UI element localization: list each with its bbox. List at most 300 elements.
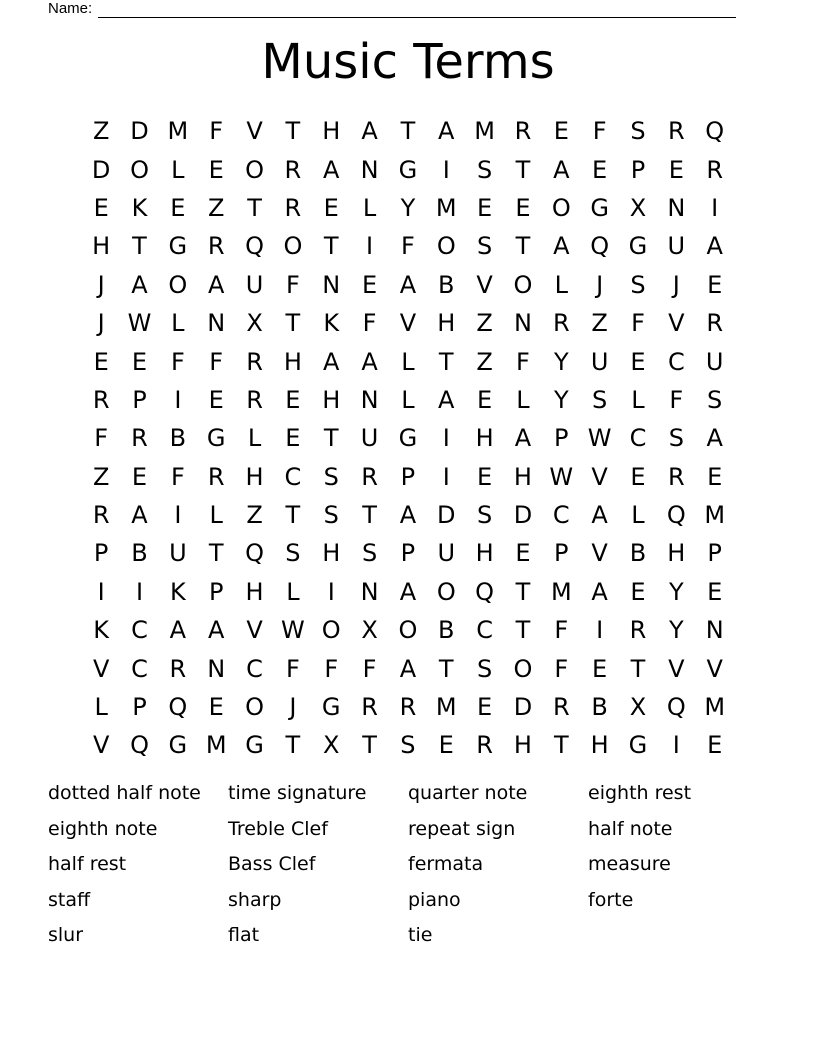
grid-letter[interactable]: E [515, 193, 531, 222]
grid-letter[interactable]: S [361, 539, 378, 568]
grid-letter[interactable]: E [170, 193, 186, 222]
grid-letter[interactable]: I [596, 616, 604, 645]
grid-letter[interactable]: H [245, 462, 264, 491]
grid-letter[interactable]: C [552, 501, 570, 530]
grid-letter[interactable]: G [206, 424, 226, 453]
grid-letter[interactable]: F [285, 654, 300, 683]
grid-letter[interactable]: V [246, 616, 263, 645]
grid-letter[interactable]: A [323, 347, 340, 376]
grid-letter[interactable]: F [94, 424, 109, 453]
grid-letter[interactable]: S [476, 501, 493, 530]
grid-letter[interactable]: T [553, 731, 569, 760]
grid-letter[interactable]: A [169, 616, 187, 645]
grid-letter[interactable]: A [323, 155, 340, 184]
grid-letter[interactable]: Y [668, 616, 684, 645]
grid-letter[interactable]: R [629, 616, 647, 645]
grid-letter[interactable]: Z [246, 501, 263, 530]
grid-letter[interactable]: T [515, 155, 531, 184]
grid-letter[interactable]: B [131, 539, 148, 568]
grid-letter[interactable]: H [322, 117, 341, 146]
grid-letter[interactable]: N [360, 155, 379, 184]
grid-letter[interactable]: A [706, 232, 723, 261]
grid-letter[interactable]: Z [92, 117, 110, 146]
grid-letter[interactable]: I [174, 501, 182, 530]
grid-letter[interactable]: O [398, 616, 418, 645]
grid-letter[interactable]: L [516, 385, 530, 414]
grid-letter[interactable]: Y [400, 193, 416, 222]
grid-letter[interactable]: B [169, 424, 187, 453]
name-field[interactable] [48, 0, 736, 18]
grid-letter[interactable]: I [174, 385, 182, 414]
grid-letter[interactable]: F [554, 616, 569, 645]
grid-letter[interactable]: I [442, 424, 450, 453]
grid-letter[interactable]: C [476, 616, 493, 645]
grid-letter[interactable]: E [208, 693, 224, 722]
grid-letter[interactable]: E [285, 385, 301, 414]
grid-letter[interactable]: V [399, 309, 417, 338]
grid-letter[interactable]: W [587, 424, 612, 453]
grid-letter[interactable]: O [513, 654, 533, 683]
grid-letter[interactable]: T [438, 347, 454, 376]
grid-letter[interactable]: O [245, 155, 264, 184]
grid-letter[interactable]: L [171, 155, 185, 184]
grid-letter[interactable]: R [706, 155, 724, 184]
grid-letter[interactable]: U [437, 539, 456, 568]
grid-letter[interactable]: G [398, 155, 418, 184]
grid-letter[interactable]: H [322, 539, 341, 568]
grid-letter[interactable]: S [476, 654, 493, 683]
grid-letter[interactable]: K [323, 309, 340, 338]
grid-letter[interactable]: L [401, 385, 415, 414]
grid-letter[interactable]: E [477, 462, 493, 491]
grid-letter[interactable]: H [475, 539, 494, 568]
grid-letter[interactable]: S [592, 385, 608, 414]
grid-letter[interactable]: N [360, 577, 379, 606]
grid-letter[interactable]: H [513, 731, 532, 760]
grid-letter[interactable]: D [437, 501, 456, 530]
grid-letter[interactable]: Z [92, 462, 110, 491]
grid-letter[interactable]: Z [207, 193, 225, 222]
grid-letter[interactable]: R [552, 693, 570, 722]
grid-letter[interactable]: R [284, 155, 302, 184]
grid-letter[interactable]: O [283, 232, 303, 261]
grid-letter[interactable]: S [323, 501, 339, 530]
grid-letter[interactable]: T [323, 424, 339, 453]
grid-letter[interactable]: H [437, 309, 456, 338]
grid-letter[interactable]: K [131, 193, 148, 222]
grid-letter[interactable]: E [131, 347, 148, 376]
grid-letter[interactable]: F [592, 117, 607, 146]
grid-letter[interactable]: Q [666, 501, 686, 530]
grid-letter[interactable]: S [630, 117, 646, 146]
grid-letter[interactable]: E [438, 731, 454, 760]
grid-letter[interactable]: T [285, 731, 301, 760]
grid-letter[interactable]: E [93, 347, 109, 376]
grid-letter[interactable]: N [207, 654, 226, 683]
grid-letter[interactable]: R [246, 385, 263, 414]
grid-letter[interactable]: R [514, 117, 532, 146]
grid-letter[interactable]: E [707, 462, 723, 491]
grid-letter[interactable]: E [477, 385, 493, 414]
grid-letter[interactable]: R [246, 347, 263, 376]
grid-letter[interactable]: D [130, 117, 149, 146]
grid-letter[interactable]: C [246, 654, 263, 683]
grid-letter[interactable]: T [515, 577, 531, 606]
grid-letter[interactable]: A [591, 501, 608, 530]
grid-letter[interactable]: X [629, 693, 647, 722]
grid-letter[interactable]: R [706, 309, 724, 338]
grid-letter[interactable]: P [208, 577, 224, 606]
grid-letter[interactable]: F [669, 385, 684, 414]
grid-letter[interactable]: P [132, 693, 147, 722]
grid-letter[interactable]: A [361, 347, 378, 376]
grid-letter[interactable]: L [209, 501, 223, 530]
grid-letter[interactable]: F [362, 654, 377, 683]
grid-letter[interactable]: T [323, 232, 339, 261]
grid-letter[interactable]: M [205, 731, 227, 760]
grid-letter[interactable]: Q [245, 232, 264, 261]
grid-letter[interactable]: E [515, 539, 531, 568]
grid-letter[interactable]: L [554, 270, 568, 299]
grid-letter[interactable]: E [477, 193, 493, 222]
grid-letter[interactable]: S [668, 424, 684, 453]
grid-letter[interactable]: V [246, 117, 263, 146]
grid-letter[interactable]: H [245, 577, 264, 606]
grid-letter[interactable]: S [285, 539, 301, 568]
grid-letter[interactable]: G [628, 232, 648, 261]
grid-letter[interactable]: L [286, 577, 300, 606]
grid-letter[interactable]: P [554, 424, 569, 453]
grid-letter[interactable]: O [436, 232, 456, 261]
grid-letter[interactable]: R [169, 654, 187, 683]
grid-letter[interactable]: Y [668, 577, 684, 606]
grid-letter[interactable]: M [435, 693, 457, 722]
grid-letter[interactable]: H [283, 347, 302, 376]
grid-letter[interactable]: R [667, 117, 685, 146]
grid-letter[interactable]: V [668, 654, 685, 683]
grid-letter[interactable]: U [667, 232, 686, 261]
grid-letter[interactable]: B [629, 539, 647, 568]
grid-letter[interactable]: I [366, 232, 374, 261]
grid-letter[interactable]: J [289, 693, 297, 722]
grid-letter[interactable]: W [549, 462, 574, 491]
grid-letter[interactable]: N [705, 616, 724, 645]
grid-letter[interactable]: Y [553, 385, 569, 414]
grid-letter[interactable]: F [209, 117, 224, 146]
grid-letter[interactable]: G [168, 232, 188, 261]
grid-letter[interactable]: T [515, 232, 531, 261]
grid-letter[interactable]: C [629, 424, 647, 453]
grid-letter[interactable]: A [438, 385, 455, 414]
grid-letter[interactable]: P [93, 539, 109, 568]
grid-letter[interactable]: Q [245, 539, 264, 568]
grid-row [82, 496, 734, 534]
grid-letter[interactable]: I [442, 155, 450, 184]
grid-letter[interactable]: A [706, 424, 723, 453]
grid-letter[interactable]: X [361, 616, 378, 645]
grid-letter[interactable]: Z [476, 309, 493, 338]
grid-letter[interactable]: P [707, 539, 722, 568]
grid-letter[interactable]: K [93, 616, 110, 645]
grid-letter[interactable]: V [476, 270, 493, 299]
grid-letter[interactable]: A [207, 616, 225, 645]
grid-letter[interactable]: T [285, 501, 301, 530]
grid-letter[interactable]: E [630, 577, 646, 606]
grid-letter[interactable]: I [711, 193, 719, 222]
grid-letter[interactable]: F [554, 654, 569, 683]
grid-letter[interactable]: O [436, 577, 456, 606]
grid-letter[interactable]: Z [591, 309, 608, 338]
grid-letter[interactable]: F [401, 232, 415, 261]
grid-letter[interactable]: T [515, 616, 531, 645]
grid-letter[interactable]: E [553, 117, 569, 146]
grid-letter[interactable]: X [246, 309, 263, 338]
grid-letter[interactable]: L [631, 501, 645, 530]
grid-letter[interactable]: O [513, 270, 533, 299]
grid-letter[interactable]: U [360, 424, 379, 453]
grid-letter[interactable]: E [208, 155, 224, 184]
grid-letter[interactable]: C [131, 616, 148, 645]
grid-letter[interactable]: E [131, 462, 148, 491]
grid-letter[interactable]: T [132, 232, 147, 261]
grid-letter[interactable]: X [323, 731, 340, 760]
grid-letter[interactable]: H [322, 385, 341, 414]
grid-letter[interactable]: N [667, 193, 686, 222]
grid-letter[interactable]: V [706, 654, 723, 683]
word-bank-item: time signature [228, 782, 367, 804]
grid-letter[interactable]: O [321, 616, 341, 645]
grid-letter[interactable]: F [324, 654, 339, 683]
grid-letter[interactable]: A [399, 270, 417, 299]
word-bank-item: forte [588, 888, 634, 911]
grid-letter[interactable]: G [245, 731, 264, 760]
grid-row [82, 342, 734, 380]
grid-letter[interactable]: U [590, 347, 609, 376]
letter-grid [82, 112, 734, 765]
grid-letter[interactable]: G [398, 424, 418, 453]
grid-letter[interactable]: R [207, 232, 225, 261]
grid-letter[interactable]: T [285, 309, 301, 338]
grid-letter[interactable]: H [513, 462, 532, 491]
grid-letter[interactable]: Q [705, 117, 725, 146]
grid-letter[interactable]: R [476, 731, 493, 760]
grid-letter[interactable]: I [97, 577, 105, 606]
grid-row [82, 381, 734, 419]
grid-letter[interactable]: M [435, 193, 457, 222]
grid-letter[interactable]: U [245, 270, 264, 299]
grid-letter[interactable]: I [327, 577, 335, 606]
grid-letter[interactable]: M [704, 501, 726, 530]
grid-letter[interactable]: A [399, 654, 417, 683]
grid-letter[interactable]: E [668, 155, 684, 184]
grid-letter[interactable]: E [477, 693, 493, 722]
grid-letter[interactable]: A [131, 270, 148, 299]
grid-letter[interactable]: F [170, 462, 185, 491]
grid-letter[interactable]: T [438, 654, 454, 683]
grid-letter[interactable]: W [127, 309, 152, 338]
grid-letter[interactable]: A [131, 501, 148, 530]
grid-letter[interactable]: M [550, 577, 572, 606]
grid-letter[interactable]: E [93, 193, 109, 222]
grid-letter[interactable]: F [631, 309, 645, 338]
grid-letter[interactable]: R [552, 309, 570, 338]
grid-letter[interactable]: O [130, 155, 149, 184]
grid-letter[interactable]: N [207, 309, 226, 338]
grid-letter[interactable]: H [667, 539, 686, 568]
grid-letter[interactable]: Q [168, 693, 188, 722]
grid-letter[interactable]: N [322, 270, 341, 299]
grid-letter[interactable]: N [360, 385, 379, 414]
grid-letter[interactable]: A [514, 424, 532, 453]
grid-letter[interactable]: A [399, 577, 417, 606]
grid-letter[interactable]: T [362, 731, 377, 760]
grid-letter[interactable]: H [475, 424, 494, 453]
grid-letter[interactable]: G [628, 731, 648, 760]
grid-letter[interactable]: Q [475, 577, 495, 606]
grid-letter[interactable]: S [630, 270, 646, 299]
grid-letter[interactable]: Y [553, 347, 569, 376]
grid-letter[interactable]: E [208, 385, 224, 414]
grid-letter[interactable]: I [135, 577, 144, 606]
grid-letter[interactable]: T [400, 117, 416, 146]
grid-letter[interactable]: P [400, 462, 416, 491]
grid-letter[interactable]: T [362, 501, 377, 530]
grid-letter[interactable]: P [132, 385, 147, 414]
grid-letter[interactable]: R [131, 424, 148, 453]
grid-letter[interactable]: I [442, 462, 450, 491]
grid-letter[interactable]: M [167, 117, 189, 146]
grid-letter[interactable]: A [553, 232, 570, 261]
grid-letter[interactable]: L [631, 385, 645, 414]
grid-letter[interactable]: Z [476, 347, 493, 376]
grid-letter[interactable]: A [399, 501, 417, 530]
grid-letter[interactable]: C [131, 654, 148, 683]
grid-letter[interactable]: T [208, 539, 224, 568]
grid-letter[interactable]: B [438, 270, 455, 299]
grid-letter[interactable]: D [513, 501, 533, 530]
grid-letter[interactable]: U [705, 347, 724, 376]
grid-letter[interactable]: F [516, 347, 530, 376]
grid-letter[interactable]: S [400, 731, 416, 760]
grid-letter[interactable]: D [91, 155, 111, 184]
grid-letter[interactable]: G [590, 193, 609, 222]
grid-letter[interactable]: H [92, 232, 111, 261]
grid-letter[interactable]: L [94, 693, 108, 722]
grid-letter[interactable]: A [553, 155, 570, 184]
grid-letter[interactable]: R [667, 462, 685, 491]
grid-letter[interactable]: B [438, 616, 455, 645]
grid-letter[interactable]: B [591, 693, 608, 722]
grid-letter[interactable]: E [285, 424, 301, 453]
grid-letter[interactable]: W [281, 616, 305, 645]
grid-letter[interactable]: H [590, 731, 609, 760]
grid-letter[interactable]: G [321, 693, 341, 722]
grid-letter[interactable]: N [513, 309, 532, 338]
grid-letter[interactable]: A [361, 117, 378, 146]
grid-letter[interactable]: E [630, 462, 646, 491]
grid-letter[interactable]: L [247, 424, 262, 453]
grid-letter[interactable]: T [285, 117, 301, 146]
grid-letter[interactable]: V [591, 539, 608, 568]
grid-letter[interactable]: D [513, 693, 533, 722]
grid-letter[interactable]: G [168, 731, 188, 760]
grid-letter[interactable]: E [361, 270, 378, 299]
grid-letter[interactable]: Q [130, 731, 149, 760]
grid-letter[interactable]: L [362, 193, 377, 222]
name-underline[interactable] [98, 3, 736, 18]
grid-letter[interactable]: J [596, 270, 604, 299]
grid-letter[interactable]: V [92, 654, 110, 683]
grid-letter[interactable]: X [629, 193, 647, 222]
grid-letter[interactable]: V [92, 731, 110, 760]
grid-letter[interactable]: A [207, 270, 225, 299]
grid-letter[interactable]: R [361, 693, 378, 722]
grid-letter[interactable]: I [672, 731, 680, 760]
grid-letter[interactable]: V [591, 462, 608, 491]
grid-letter[interactable]: S [323, 462, 339, 491]
grid-letter[interactable]: K [169, 577, 186, 606]
grid-row [82, 419, 734, 457]
grid-letter[interactable]: F [209, 347, 224, 376]
grid-letter[interactable]: C [667, 347, 685, 376]
grid-letter[interactable]: P [400, 539, 416, 568]
grid-letter[interactable]: R [92, 385, 110, 414]
grid-letter[interactable]: R [361, 462, 378, 491]
grid-letter[interactable]: R [399, 693, 417, 722]
grid-letter[interactable]: E [323, 193, 339, 222]
grid-letter[interactable]: L [401, 347, 415, 376]
grid-letter[interactable]: F [285, 270, 300, 299]
grid-letter[interactable]: O [168, 270, 188, 299]
grid-letter[interactable]: E [707, 731, 723, 760]
word-bank-item: measure [588, 853, 671, 875]
grid-letter[interactable]: E [707, 577, 723, 606]
grid-letter[interactable]: T [247, 193, 262, 222]
grid-letter[interactable]: A [438, 117, 455, 146]
grid-letter[interactable]: R [284, 193, 302, 222]
grid-letter[interactable]: F [362, 309, 377, 338]
grid-letter[interactable]: P [554, 539, 569, 568]
grid-letter[interactable]: Q [590, 232, 610, 261]
grid-letter[interactable]: Q [666, 693, 686, 722]
grid-letter[interactable]: E [592, 654, 608, 683]
grid-letter[interactable]: J [97, 270, 105, 299]
grid-letter[interactable]: O [245, 693, 264, 722]
grid-letter[interactable]: E [592, 155, 608, 184]
grid-letter[interactable]: S [476, 155, 493, 184]
grid-letter[interactable]: L [171, 309, 185, 338]
grid-letter[interactable]: U [169, 539, 187, 568]
grid-letter[interactable]: P [630, 155, 646, 184]
grid-letter[interactable]: O [551, 193, 571, 222]
grid-letter[interactable]: E [630, 347, 646, 376]
grid-letter[interactable]: R [92, 501, 110, 530]
grid-letter[interactable]: C [284, 462, 302, 491]
grid-letter[interactable]: J [672, 270, 680, 299]
grid-letter[interactable]: M [474, 117, 495, 146]
grid-letter[interactable]: F [170, 347, 185, 376]
grid-letter[interactable]: T [630, 654, 646, 683]
grid-letter[interactable]: S [707, 385, 723, 414]
grid-letter[interactable]: R [207, 462, 225, 491]
grid-letter[interactable]: J [97, 309, 105, 338]
grid-letter[interactable]: V [668, 309, 685, 338]
grid-letter[interactable]: A [591, 577, 608, 606]
grid-letter[interactable]: M [704, 693, 726, 722]
grid-letter[interactable]: S [476, 232, 493, 261]
grid-row [82, 227, 734, 265]
grid-letter[interactable]: E [707, 270, 723, 299]
